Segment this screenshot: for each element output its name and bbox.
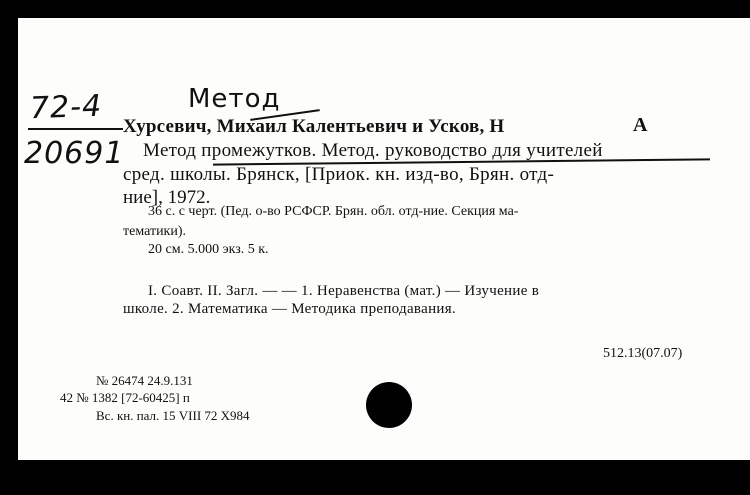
- accession-line-2: 42 № 1382 [72-60425] п: [60, 390, 190, 405]
- title-line-3: ние], 1972.: [123, 187, 211, 208]
- call-number-bottom: 20691: [24, 136, 125, 171]
- card-punch-hole: [366, 382, 412, 428]
- classification-mark: 512.13(07.07): [603, 346, 683, 361]
- tracings-line-1: I. Соавт. II. Загл. — — 1. Неравенства (мат.) — Изучение в: [148, 283, 540, 299]
- title-line-1: Метод промежутков. Метод. руководство для учителей: [143, 140, 603, 161]
- accession-line-1: № 26474 24.9.131: [96, 373, 193, 388]
- call-number-divider: [28, 128, 123, 130]
- card-letter: А: [633, 114, 648, 136]
- title-line-2: сред. школы. Брянск, [Приок. кн. изд-во, Брян. отд-: [123, 164, 555, 185]
- handwritten-subject-note: Метод: [188, 84, 281, 114]
- accession-line-3: Вс. кн. пал. 15 VIII 72 Х984: [96, 408, 250, 423]
- collation-line-1: 36 с. с черт. (Пед. о-во РСФСР. Брян. обл. отд-ние. Секция ма-: [148, 204, 519, 219]
- tracings-line-2: школе. 2. Математика — Методика преподавания.: [123, 301, 456, 317]
- author-line: Хурсевич, Михаил Калентьевич и Усков, Н: [123, 116, 505, 137]
- collation-line-2: тематики).: [123, 224, 187, 239]
- format-line: 20 см. 5.000 экз. 5 к.: [148, 242, 269, 257]
- catalog-card: [18, 18, 750, 460]
- call-number-top: 72-4: [29, 88, 103, 127]
